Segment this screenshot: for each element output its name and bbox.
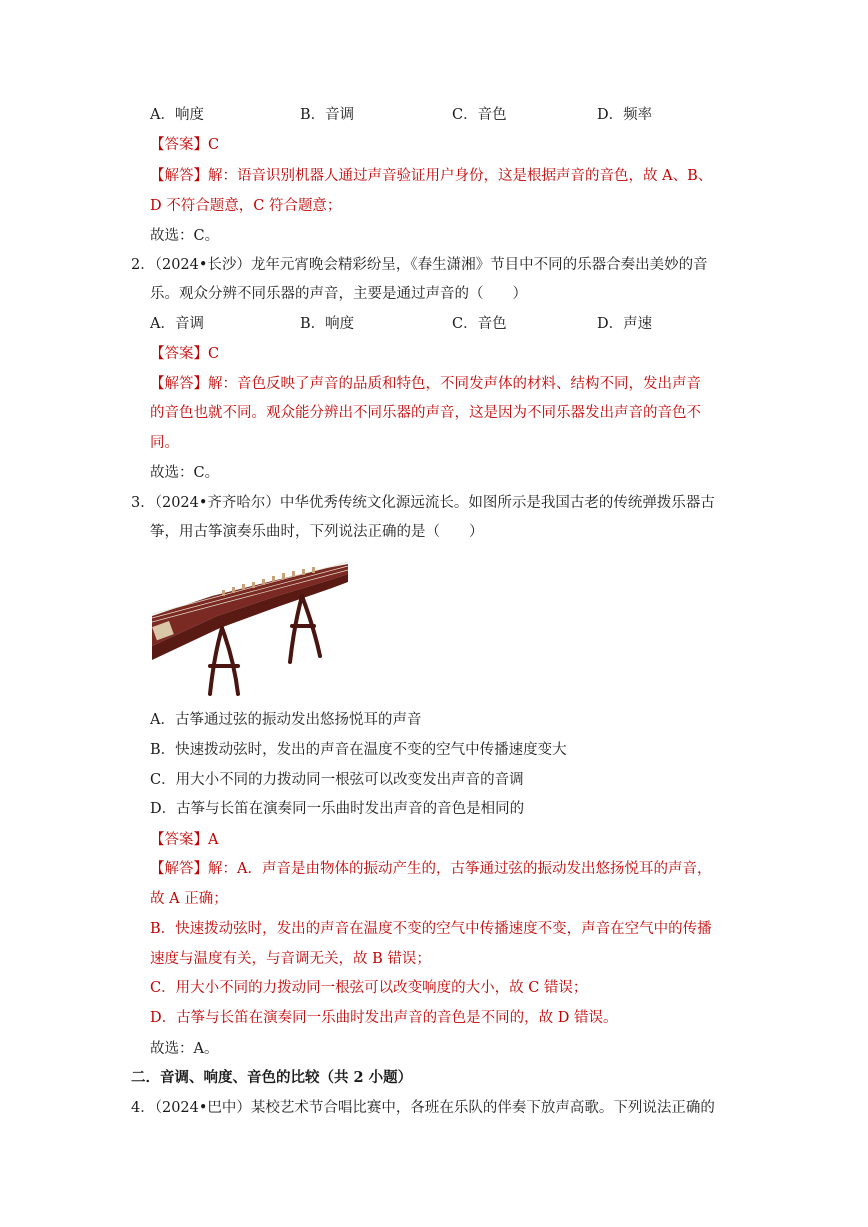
section-heading: 二．音调、响度、音色的比较（共 2 小题）	[131, 1069, 413, 1086]
q3-option-d: D．古筝与长笛在演奏同一乐曲时发出声音的音色是相同的	[150, 801, 525, 817]
q1-options	[150, 105, 770, 125]
q1-option-c: C．音色	[452, 107, 507, 123]
q1-choice: 故选：C。	[150, 228, 220, 244]
q3-analysis-line: 【解答】解：A．声音是由物体的振动产生的，古筝通过弦的振动发出悠扬悦耳的声音，	[150, 861, 712, 877]
q3-option-c: C．用大小不同的力拨动同一根弦可以改变发出声音的音调	[150, 772, 524, 788]
q3-stem-line: 筝，用古筝演奏乐曲时，下列说法正确的是（ ）	[150, 524, 484, 540]
q2-option-c: C．音色	[452, 316, 507, 332]
q1-analysis-line: D 不符合题意，C 符合题意；	[150, 198, 342, 214]
q3-analysis-line: 速度与温度有关，与音调无关，故 B 错误；	[150, 951, 431, 967]
q3-analysis-line: B．快速拨动弦时，发出的声音在温度不变的空气中传播速度不变，声音在空气中的传播	[150, 921, 712, 937]
q3-answer: 【答案】A	[150, 832, 219, 848]
q3-option-b: B．快速拨动弦时，发出的声音在温度不变的空气中传播速度变大	[150, 742, 567, 758]
q1-option-d: D．频率	[597, 107, 653, 123]
q1-answer: 【答案】C	[150, 137, 220, 153]
q2-analysis-line: 的音色也就不同。观众能分辨出不同乐器的声音，这是因为不同乐器发出声音的音色不	[150, 405, 701, 421]
q3-stem-line: 3．（2024•齐齐哈尔）中华优秀传统文化源远流长。如图所示是我国古老的传统弹拨乐器古	[131, 495, 715, 511]
q3-option-a: A．古筝通过弦的振动发出悠扬悦耳的声音	[150, 712, 422, 728]
q2-choice: 故选：C。	[150, 465, 220, 481]
q1-option-a: A．响度	[150, 107, 204, 123]
q3-choice: 故选：A。	[150, 1041, 219, 1057]
q2-option-b: B．响度	[300, 316, 355, 332]
q4-stem-line: 4．（2024•巴中）某校艺术节合唱比赛中，各班在乐队的伴奏下放声高歌。下列说法正确的	[131, 1100, 715, 1116]
q2-stem-line: 乐。观众分辨不同乐器的声音，主要是通过声音的（ ）	[150, 286, 527, 302]
q2-option-a: A．音调	[150, 316, 204, 332]
q3-analysis-line: 故 A 正确；	[150, 891, 228, 907]
q2-stem-line: 2．（2024•长沙）龙年元宵晚会精彩纷呈，《春生潇湘》节目中不同的乐器合奏出美妙的音	[131, 257, 708, 273]
q2-options	[150, 314, 770, 334]
q2-analysis-line: 同。	[150, 435, 179, 451]
guzheng-image	[152, 556, 350, 698]
q2-option-d: D．声速	[597, 316, 653, 332]
q2-answer: 【答案】C	[150, 346, 220, 362]
q3-analysis-line: C．用大小不同的力拨动同一根弦可以改变响度的大小，故 C 错误；	[150, 980, 588, 996]
q1-analysis-line: 【解答】解：语音识别机器人通过声音验证用户身份，这是根据声音的音色，故 A、B、	[150, 168, 713, 184]
q3-analysis-line: D．古筝与长笛在演奏同一乐曲时发出声音的音色是不同的，故 D 错误。	[150, 1010, 618, 1026]
q1-option-b: B．音调	[300, 107, 355, 123]
q2-analysis-line: 【解答】解：音色反映了声音的品质和特色，不同发声体的材料、结构不同，发出声音	[150, 376, 701, 392]
